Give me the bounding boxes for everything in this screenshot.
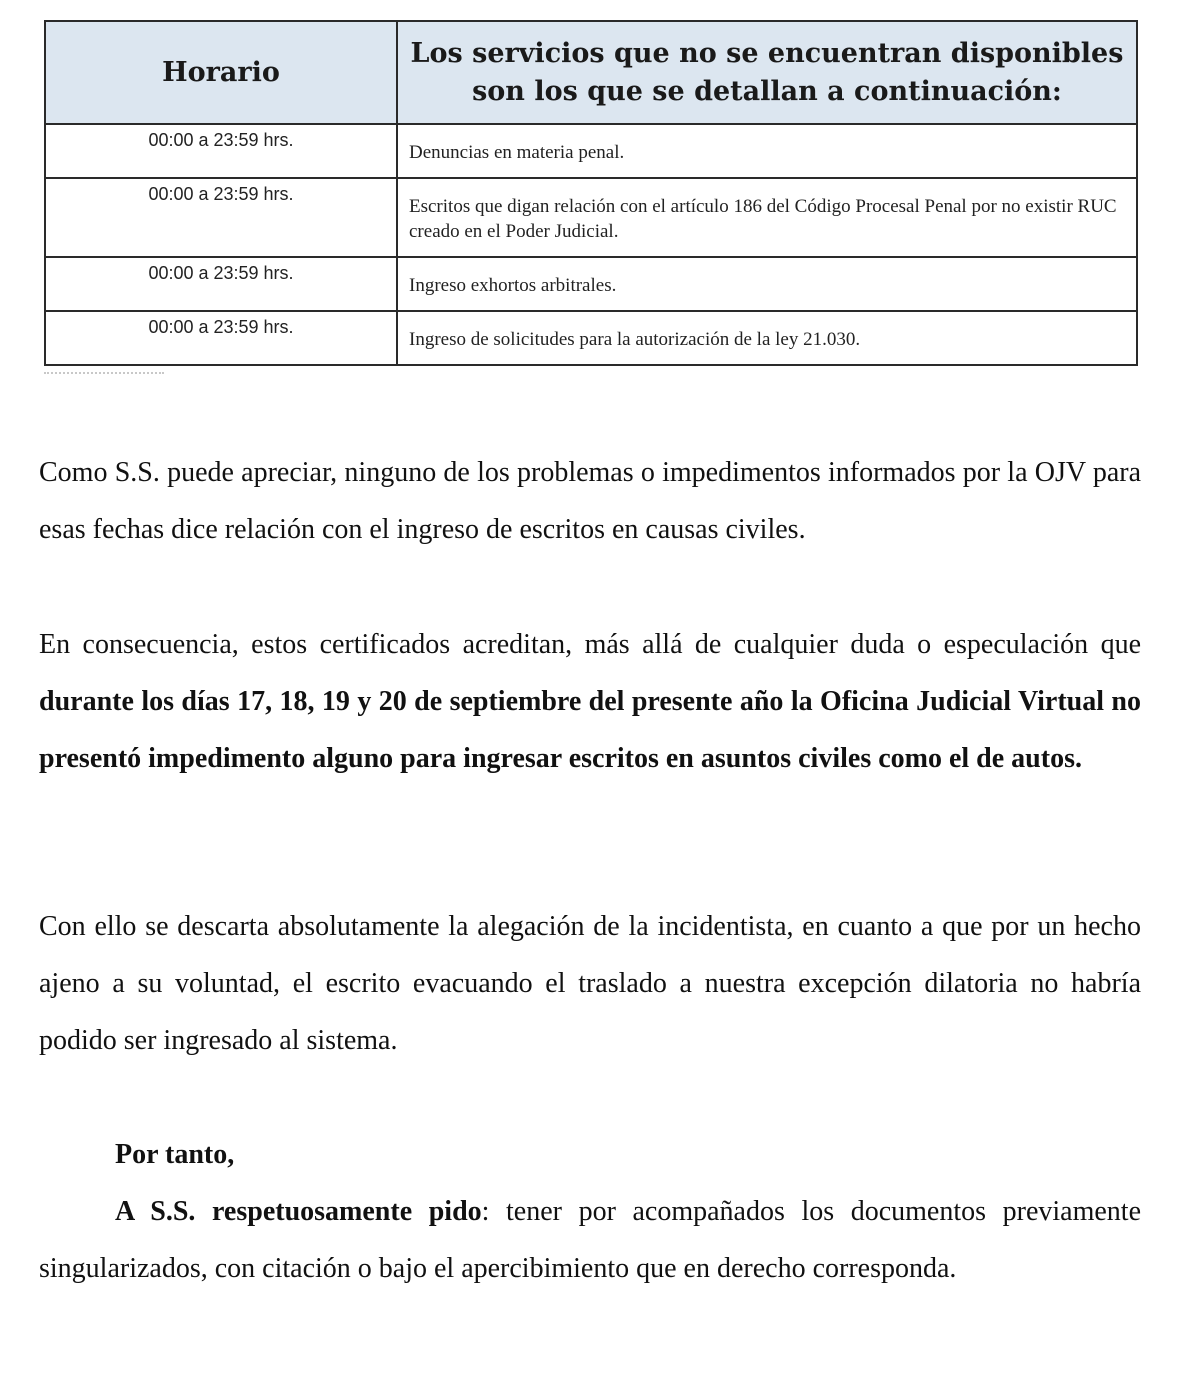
table-row (45, 257, 1137, 311)
table-row (45, 124, 1137, 178)
por-tanto-label: Por tanto, (115, 1139, 235, 1170)
paragraph-discard-allegation: Con ello se descarta absolutamente la alegación de la incidentista, en cuanto a que por un hecho ajeno a su voluntad, el escrito evacuando el traslado a nuestra excepción dilatoria no habría podido ser ingresado al sistema. (39, 911, 1141, 1056)
header-horario: Horario (45, 21, 397, 124)
paragraph-certificates-plain: En consecuencia, estos certificados acreditan, más allá de cualquier duda o especulación que (39, 629, 1141, 660)
cell-servicio: Escritos que digan relación con el artículo 186 del Código Procesal Penal por no existir RUC creado en el Poder Judicial. (397, 178, 1137, 257)
cell-horario: 00:00 a 23:59 hrs. (45, 178, 397, 257)
services-table-container (44, 20, 1138, 366)
cell-servicio: Denuncias en materia penal. (397, 124, 1137, 178)
paragraph-certificates (39, 616, 1141, 787)
petition-rest: : tener por acompañados los documentos previamente singularizados, con citación o bajo el apercibimiento que en derecho corresponda. (39, 1196, 1142, 1284)
cell-horario: 00:00 a 23:59 hrs. (45, 257, 397, 311)
cell-servicio: Ingreso exhortos arbitrales. (397, 257, 1137, 311)
table-row (45, 178, 1137, 257)
unavailable-services-table (44, 20, 1138, 366)
cropped-text-remnant (44, 372, 164, 374)
header-servicios-line-1: Los servicios que no se encuentran disponibles (410, 37, 1124, 69)
cell-horario: 00:00 a 23:59 hrs. (45, 311, 397, 365)
table-row (45, 311, 1137, 365)
header-servicios (397, 21, 1137, 124)
por-tanto-heading (39, 1126, 1196, 1183)
cell-servicio: Ingreso de solicitudes para la autorización de la ley 21.030. (397, 311, 1137, 365)
header-servicios-line-2: son los que se detallan a continuación: (472, 75, 1062, 107)
table-header-row (45, 21, 1137, 124)
petition-bold: A S.S. respetuosamente pido (115, 1196, 482, 1227)
paragraph-ojv-problems: Como S.S. puede apreciar, ninguno de los problemas o impedimentos informados por la OJV para esas fechas dice relación con el ingreso de escritos en causas civiles. (39, 457, 1141, 545)
paragraph-petition (39, 1183, 1141, 1297)
cell-horario: 00:00 a 23:59 hrs. (45, 124, 397, 178)
paragraph-certificates-bold: durante los días 17, 18, 19 y 20 de septiembre del presente año la Oficina Judicial Virtual no presentó impedimento alguno para ingresar escritos en asuntos civiles como el de autos. (39, 686, 1141, 774)
